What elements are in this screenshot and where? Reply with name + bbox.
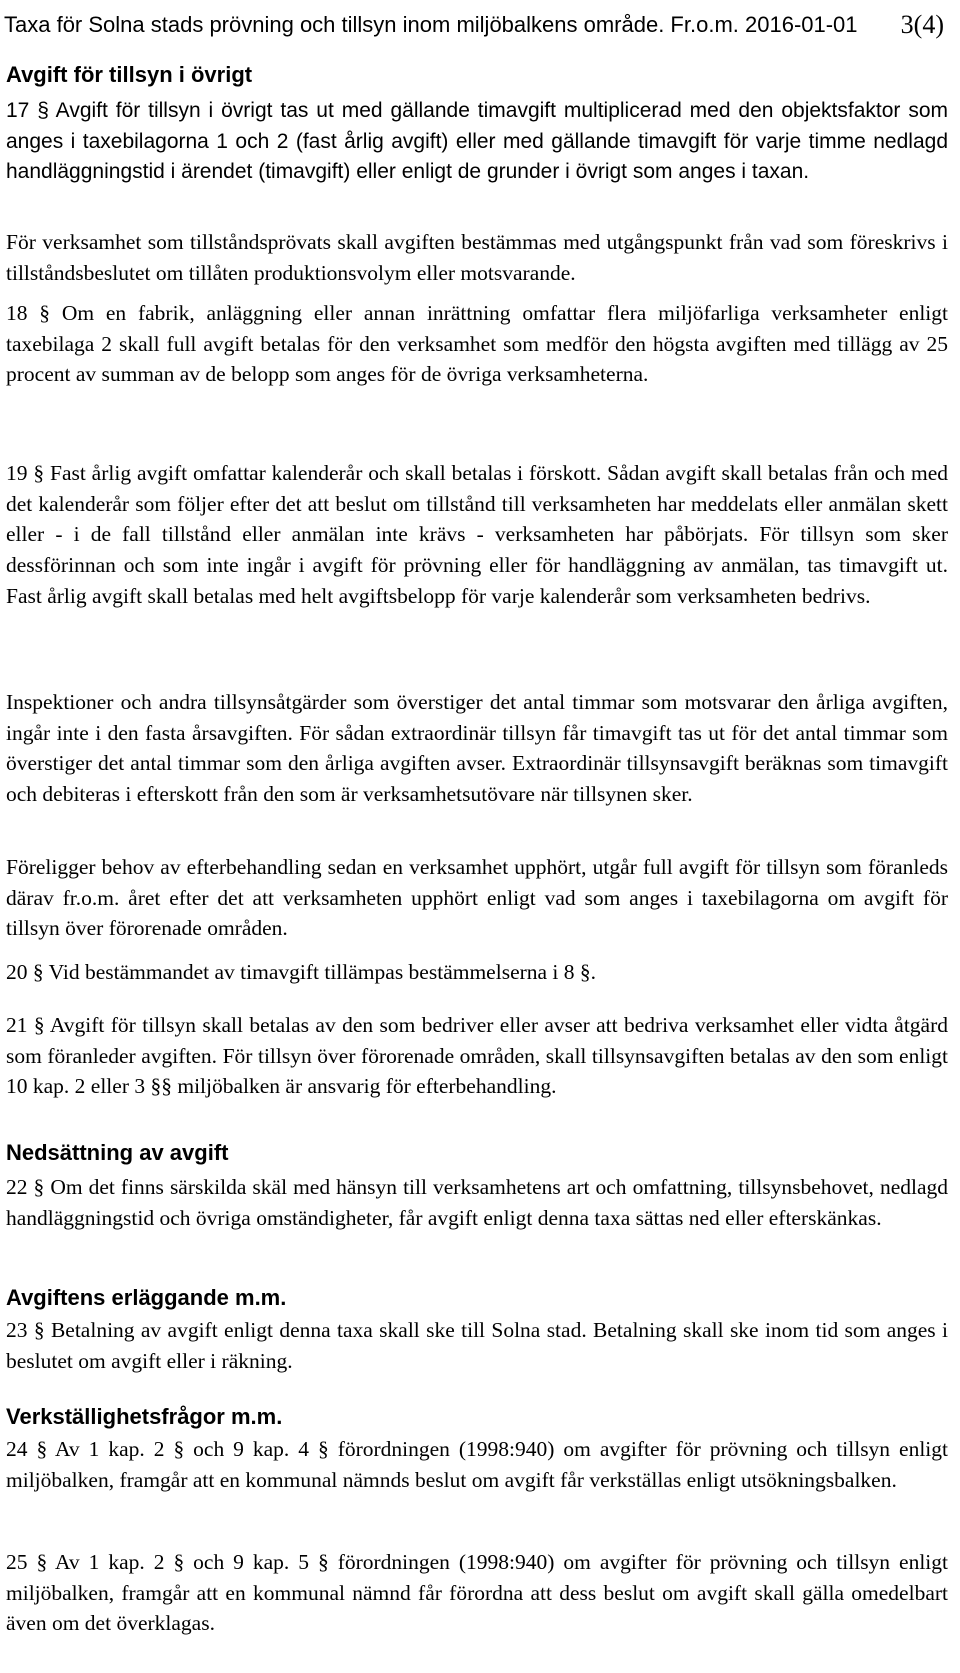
section-heading-tillsyn-ovrigt: Avgift för tillsyn i övrigt <box>6 62 253 87</box>
paragraph-22: 22 § Om det finns särskilda skäl med hänsyn till verksamhetens art och omfattning, tillsynsbehovet, nedlagd handläggningstid och övriga omständigheter, får avgift enligt denna taxa sättas ned eller efterskänkas. <box>6 1175 948 1230</box>
section-heading-nedsattning: Nedsättning av avgift <box>6 1140 229 1165</box>
paragraph-20: 20 § Vid bestämmandet av timavgift tillämpas bestämmelserna i 8 §. <box>6 960 597 984</box>
paragraph-19: 19 § Fast årlig avgift omfattar kalenderår och skall betalas i förskott. Sådan avgift skall betalas från och med det kalenderår som följer efter det att beslut om tillstånd till verksamheten har meddelats eller anmälan skett eller - i de fall tillstånd eller anmälan inte krävs - verksamheten har påbörjats. För tillsyn som sker dessförinnan och som inte ingår i avgift för prövning eller för handläggning av anmälan, tas timavgift ut. Fast årlig avgift skall betalas med helt avgiftsbelopp för varje kalenderår som verksamheten bedrivs. <box>6 461 948 608</box>
paragraph-19-efterbehandling: Föreligger behov av efterbehandling sedan en verksamhet upphört, utgår full avgift för tillsyn som föranleds därav fr.o.m. året efter det att verksamheten upphört enligt vad som anges i taxebilagorna om avgift för tillsyn över förorenade områden. <box>6 855 948 941</box>
section-heading-verkstallighet: Verkställighetsfrågor m.m. <box>6 1404 283 1429</box>
paragraph-17-tillstand: För verksamhet som tillståndsprövats skall avgiften bestämmas med utgångspunkt från vad som föreskrivs i tillståndsbeslutet om tillåten produktionsvolym eller motsvarande. <box>6 230 948 285</box>
paragraph-17: 17 § Avgift för tillsyn i övrigt tas ut med gällande timavgift multiplicerad med den objektsfaktor som anges i taxebilagorna 1 och 2 (fast årlig avgift) eller med gällande timavgift för varje timme nedlagd handläggningstid i ärendet (timavgift) eller enligt de grunder i övrigt som anges i taxan. <box>6 99 948 184</box>
page-number: 3(4) <box>900 10 944 39</box>
paragraph-25: 25 § Av 1 kap. 2 § och 9 kap. 5 § förordningen (1998:940) om avgifter för prövning och tillsyn enligt miljöbalken, framgår att en kommunal nämnd får förordna att dess beslut om avgift skall gälla omedelbart även om det överklagas. <box>6 1550 948 1636</box>
paragraph-21: 21 § Avgift för tillsyn skall betalas av den som bedriver eller avser att bedriva verksamhet eller vidta åtgärd som föranleder avgiften. För tillsyn över förorenade områden, skall tillsynsavgiften betalas av den som enligt 10 kap. 2 eller 3 §§ miljöbalken är ansvarig för efterbehandling. <box>6 1013 948 1099</box>
paragraph-24: 24 § Av 1 kap. 2 § och 9 kap. 4 § förordningen (1998:940) om avgifter för prövning och tillsyn enligt miljöbalken, framgår att en kommunal nämnds beslut om avgift får verkställas enligt utsökningsbalken. <box>6 1437 948 1492</box>
header-title: Taxa för Solna stads prövning och tillsyn inom miljöbalkens område. Fr.o.m. 2016-01-01 <box>4 12 858 37</box>
section-heading-erlaggande: Avgiftens erläggande m.m. <box>6 1285 287 1310</box>
paragraph-18: 18 § Om en fabrik, anläggning eller annan inrättning omfattar flera miljöfarliga verksamheter enligt taxebilaga 2 skall full avgift betalas för den verksamhet som medför den högsta avgiften med tillägg av 25 procent av summan av de belopp som anges för de övriga verksamheterna. <box>6 301 948 387</box>
paragraph-19-inspektioner: Inspektioner och andra tillsynsåtgärder som överstiger det antal timmar som motsvarar den årliga avgiften, ingår inte i den fasta årsavgiften. För sådan extraordinär tillsyn får timavgift tas ut för det antal timmar som överstiger det antal timmar som den årliga avgiften avser. Extraordinär tillsynsavgift beräknas som timavgift och debiteras i efterskott från den som är verksamhetsutövare när tillsynen sker. <box>6 690 948 807</box>
page-header <box>4 8 950 44</box>
paragraph-23: 23 § Betalning av avgift enligt denna taxa skall ske till Solna stad. Betalning skall ske inom tid som anges i beslutet om avgift eller i räkning. <box>6 1318 948 1373</box>
